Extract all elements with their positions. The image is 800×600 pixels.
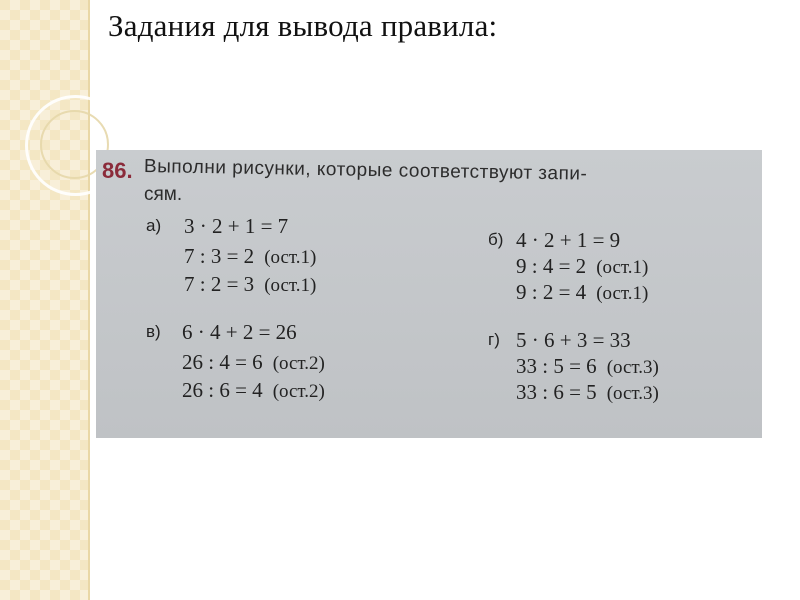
equation-line [182,378,325,403]
remainder: (ост.1) [264,247,317,268]
equation: 4 · 2 + 1 = 9 [516,228,621,252]
slide-title: Задания для вывода правила: [108,8,498,43]
equation-line [516,280,648,305]
equation: 9 : 4 = 2 [516,254,587,278]
part-label: б) [488,230,504,249]
equation-line [516,354,659,379]
equation: 26 : 6 = 4 [182,378,263,402]
equation-line [516,328,641,353]
exercise-text-line2: сям. [144,184,183,205]
remainder: (ост.3) [606,383,659,404]
equation-line [182,350,325,375]
remainder: (ост.1) [596,283,649,304]
part-label: а) [146,216,162,235]
equation-line [184,214,298,239]
equation: 7 : 2 = 3 [184,272,255,296]
part-label: в) [146,322,161,341]
equation: 33 : 5 = 6 [516,354,597,378]
exercise-text-line1: Выполни рисунки, которые соответствуют запи- [143,156,588,185]
equation-line [182,320,307,345]
equation: 33 : 6 = 5 [516,380,597,404]
remainder: (ост.2) [272,381,325,402]
equation: 5 · 6 + 3 = 33 [516,328,631,352]
equation-line [516,254,648,279]
equation-line [184,272,316,297]
exercise-number: 86. [102,158,133,183]
remainder: (ост.3) [606,357,659,378]
textbook-photo [96,150,762,438]
equation: 9 : 2 = 4 [516,280,587,304]
part-label: г) [488,330,500,349]
equation: 7 : 3 = 2 [184,244,255,268]
side-divider [88,0,90,600]
equation-line [184,244,316,269]
equation: 6 · 4 + 2 = 26 [182,320,297,344]
equation: 26 : 4 = 6 [182,350,263,374]
equation-line [516,228,630,253]
remainder: (ост.1) [596,257,649,278]
equation-line [516,380,659,405]
remainder: (ост.2) [272,353,325,374]
equation: 3 · 2 + 1 = 7 [184,214,289,238]
decorative-side-strip [0,0,90,600]
remainder: (ост.1) [264,275,317,296]
